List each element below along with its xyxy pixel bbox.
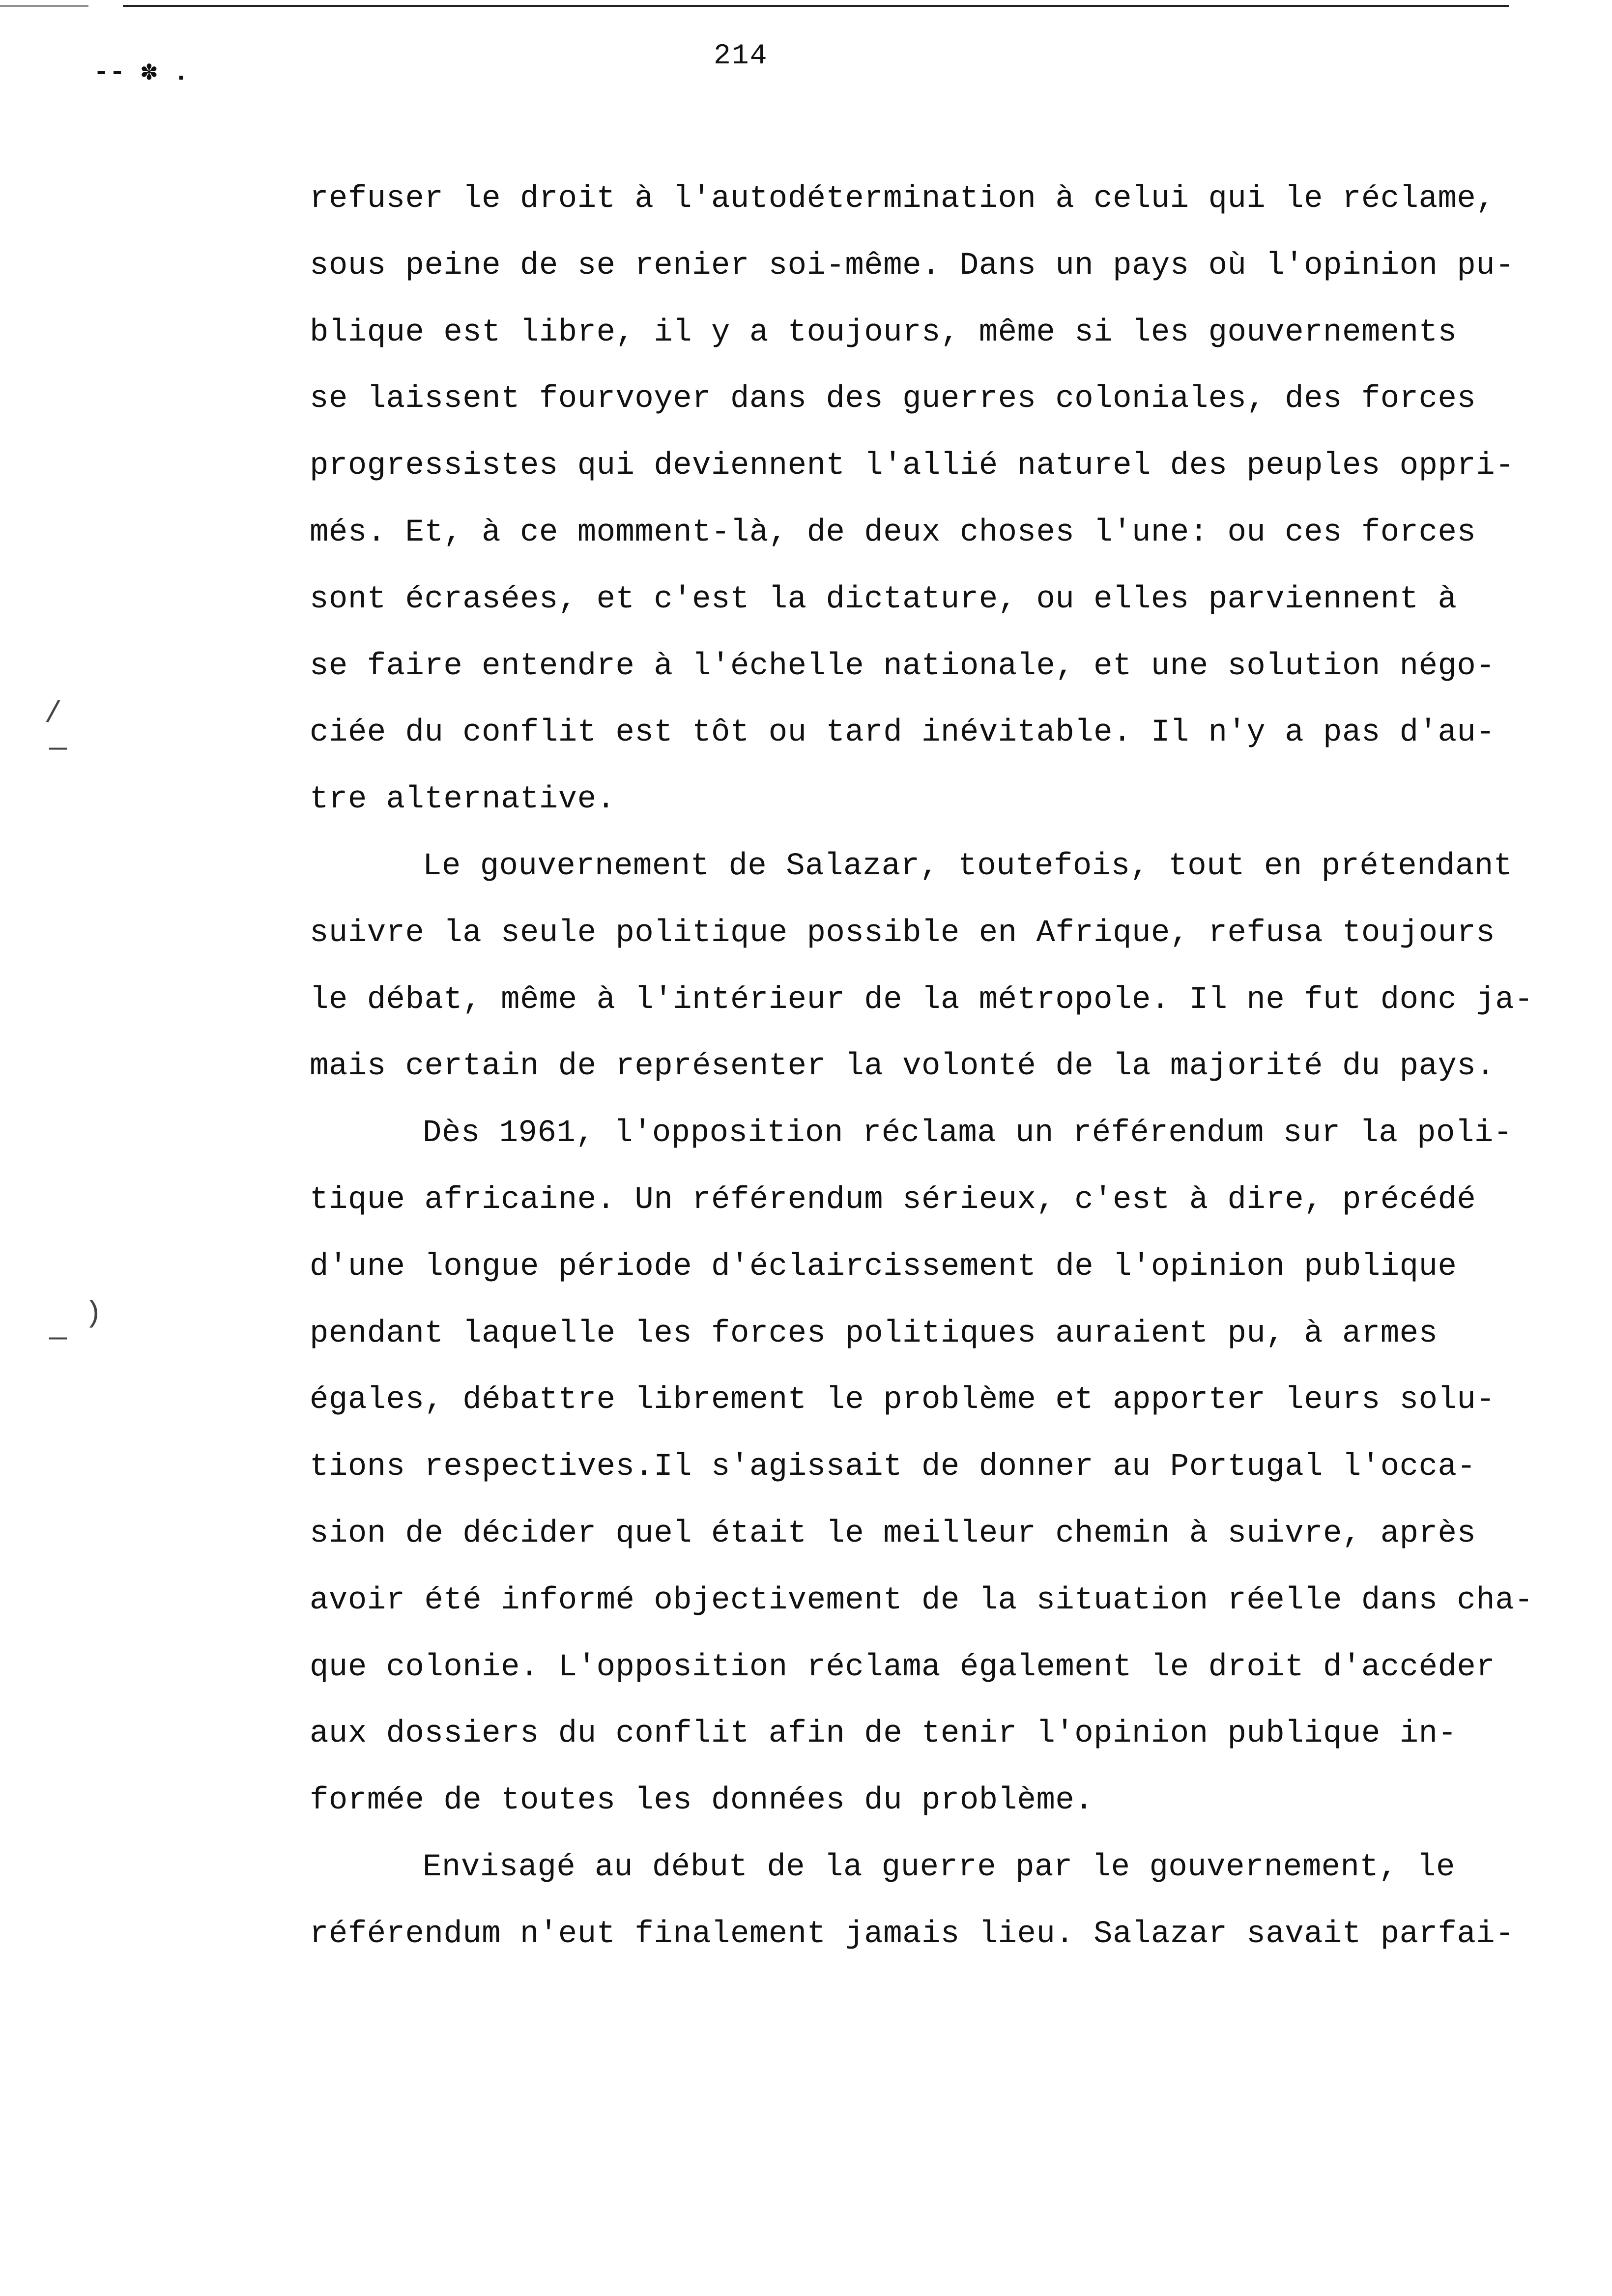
text-line: se laissent fourvoyer dans des guerres coloniales, des forces <box>310 381 1476 417</box>
text-line: référendum n'eut finalement jamais lieu. Salazar savait parfai- <box>310 1916 1515 1952</box>
paragraph <box>310 833 1597 1100</box>
ink-blot-mark: -- ✽ . <box>93 58 189 88</box>
text-line: d'une longue période d'éclaircissement de l'opinion publique <box>310 1249 1457 1285</box>
text-line: tique africaine. Un référendum sérieux, c'est à dire, précédé <box>310 1182 1476 1218</box>
text-line: que colonie. L'opposition réclama également le droit d'accéder <box>310 1649 1496 1685</box>
text-line: Envisagé au début de la guerre par le gouvernement, le <box>423 1849 1455 1885</box>
text-line: égales, débattre librement le problème et apporter leurs solu- <box>310 1382 1496 1418</box>
document-body <box>310 166 1597 1968</box>
text-line: avoir été informé objectivement de la situation réelle dans cha- <box>310 1582 1533 1618</box>
text-line: blique est libre, il y a toujours, même si les gouvernements <box>310 315 1457 350</box>
text-line: se faire entendre à l'échelle nationale, et une solution négo- <box>310 648 1496 684</box>
text-line: mais certain de représenter la volonté de la majorité du pays. <box>310 1049 1496 1085</box>
paragraph <box>310 166 1597 833</box>
text-line: aux dossiers du conflit afin de tenir l'opinion publique in- <box>310 1716 1457 1752</box>
text-line: refuser le droit à l'autodétermination à celui qui le réclame, <box>310 181 1496 217</box>
text-line: le débat, même à l'intérieur de la métropole. Il ne fut donc ja- <box>310 982 1533 1018</box>
text-line: sous peine de se renier soi-même. Dans un pays où l'opinion pu- <box>310 248 1515 284</box>
text-line: sont écrasées, et c'est la dictature, ou elles parviennent à <box>310 581 1457 617</box>
text-line: progressistes qui deviennent l'allié naturel des peuples oppri- <box>310 448 1515 484</box>
text-line: Dès 1961, l'opposition réclama un référendum sur la poli- <box>423 1116 1513 1151</box>
text-line: suivre la seule politique possible en Afrique, refusa toujours <box>310 915 1496 951</box>
text-line: tre alternative. <box>310 782 616 818</box>
text-line: més. Et, à ce momment-là, de deux choses l'une: ou ces forces <box>310 515 1476 550</box>
paragraph <box>310 1835 1597 1968</box>
margin-tick-mark: ) <box>85 1297 103 1331</box>
text-line: sion de décider quel était le meilleur chemin à suivre, après <box>310 1516 1476 1551</box>
text-line: Le gouvernement de Salazar, toutefois, tout en prétendant <box>423 848 1513 884</box>
paragraph <box>310 1100 1597 1835</box>
text-line: pendant laquelle les forces politiques auraient pu, à armes <box>310 1316 1438 1351</box>
top-rule-center <box>123 5 1509 7</box>
margin-tick-mark: — <box>49 1322 67 1355</box>
margin-tick-mark: / <box>44 698 62 731</box>
top-rule-left <box>0 5 88 7</box>
page-number: 214 <box>714 40 768 72</box>
text-line: formée de toutes les données du problème. <box>310 1783 1094 1819</box>
text-line: tions respectives.Il s'agissait de donner au Portugal l'occa- <box>310 1449 1476 1485</box>
margin-tick-mark: — <box>49 732 67 766</box>
text-line: ciée du conflit est tôt ou tard inévitable. Il n'y a pas d'au- <box>310 715 1496 751</box>
